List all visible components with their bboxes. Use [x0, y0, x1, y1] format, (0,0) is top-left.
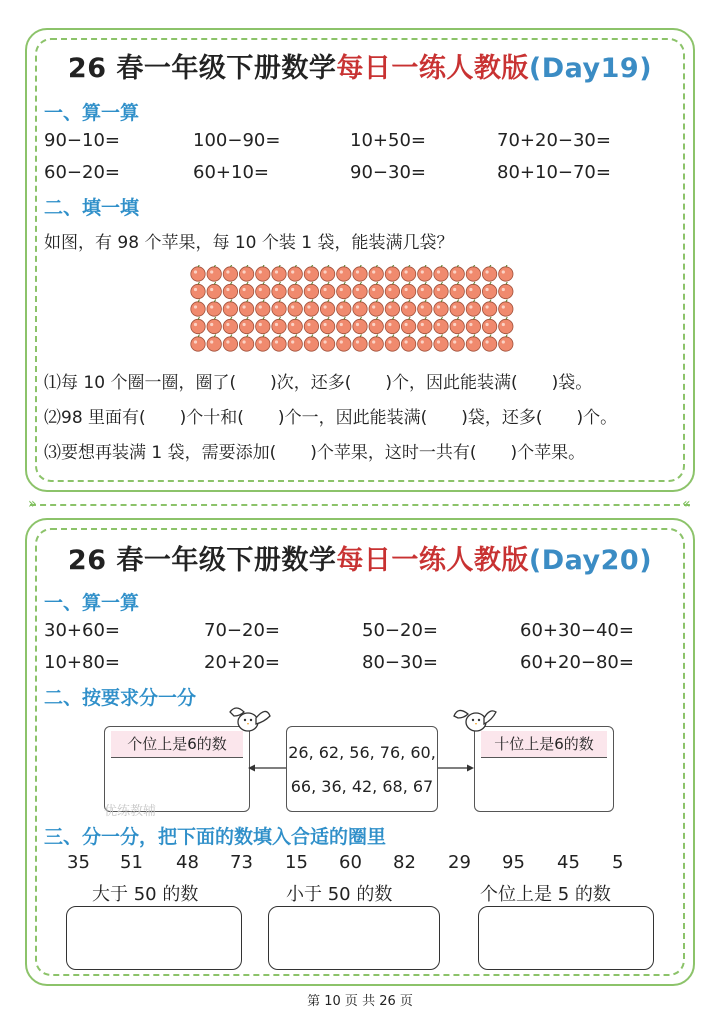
apple-icon [288, 317, 302, 334]
apple-icon [482, 317, 496, 334]
number-set-line-1: 26, 62, 56, 76, 60, [288, 743, 436, 762]
number-item: 29 [448, 852, 471, 873]
equation: 30+60= [44, 620, 120, 641]
apple-icon [482, 282, 496, 299]
equation: 60+30−40= [520, 620, 634, 641]
equation: 10+80= [44, 652, 120, 673]
apple-icon [239, 265, 253, 281]
answer-box-less-50[interactable] [268, 906, 440, 970]
apple-icon [369, 265, 383, 281]
apple-icon [434, 335, 448, 352]
bird-icon [452, 702, 498, 738]
number-set-box [286, 726, 438, 812]
equation: 70−20= [204, 620, 280, 641]
title-grade: 26 春一年级下册数学 [67, 53, 337, 84]
apple-icon [482, 300, 496, 317]
apple-icon [482, 265, 496, 281]
apple-icon [369, 317, 383, 334]
number-item: 45 [557, 852, 580, 873]
apple-icon [207, 265, 221, 281]
section-classify-heading: 三、分一分，把下面的数填入合适的圈里 [44, 826, 387, 848]
apple-icon [320, 317, 334, 334]
number-item: 48 [176, 852, 199, 873]
apple-icon [353, 300, 367, 317]
section-fill-heading: 二、填一填 [44, 197, 140, 219]
section-calc-heading: 一、算一算 [44, 592, 140, 614]
number-item: 95 [502, 852, 525, 873]
apple-icon [288, 300, 302, 317]
apple-icon [337, 335, 351, 352]
equation: 70+20−30= [497, 130, 611, 151]
apple-icon [239, 317, 253, 334]
apple-icon [418, 265, 432, 281]
apple-icon [482, 335, 496, 352]
apple-icon [499, 282, 513, 299]
apple-icon [272, 335, 286, 352]
apple-icon [256, 317, 270, 334]
apple-icon [191, 335, 205, 352]
apple-icon [304, 335, 318, 352]
watermark: 优练教辅 [104, 804, 157, 819]
equation: 80+10−70= [497, 162, 611, 183]
section-calc-heading: 一、算一算 [44, 102, 140, 124]
apple-icon [499, 317, 513, 334]
apple-icon [450, 335, 464, 352]
apple-icon [369, 300, 383, 317]
equation: 60−20= [44, 162, 120, 183]
equation: 100−90= [193, 130, 281, 151]
equation: 90−10= [44, 130, 120, 151]
page-footer: 第 10 页 共 26 页 [307, 994, 413, 1009]
apple-icon [434, 282, 448, 299]
apple-icon [466, 335, 480, 352]
apple-icon [288, 335, 302, 352]
apple-icon [191, 282, 205, 299]
question-text: 如图，有 98 个苹果，每 10 个装 1 袋，能装满几袋？ [44, 233, 454, 253]
apple-icon [385, 335, 399, 352]
apple-icon [191, 317, 205, 334]
ones-digit-6-label: 个位上是6的数 [111, 731, 243, 758]
apple-icon [418, 282, 432, 299]
apple-icon [385, 282, 399, 299]
apple-icon [272, 282, 286, 299]
apple-icon [401, 335, 415, 352]
apple-icon [369, 282, 383, 299]
apple-icon [304, 282, 318, 299]
page-title-day20 [0, 538, 720, 577]
apple-icon [320, 335, 334, 352]
title-day: (Day20) [528, 545, 653, 576]
category-greater-50: 大于 50 的数 [92, 884, 199, 905]
apple-icon [304, 317, 318, 334]
apple-icon [223, 317, 237, 334]
divider-arrow-right-icon: « [682, 496, 691, 512]
equation: 80−30= [362, 652, 438, 673]
number-item: 60 [339, 852, 362, 873]
apple-icon [385, 300, 399, 317]
apple-icon [288, 265, 302, 281]
number-item: 5 [612, 852, 624, 873]
apple-icon [337, 317, 351, 334]
apple-icon [353, 317, 367, 334]
page-title-day19 [0, 46, 720, 85]
number-item: 51 [120, 852, 143, 873]
apple-icon [239, 282, 253, 299]
category-less-50: 小于 50 的数 [286, 884, 393, 905]
arrow-left-icon [248, 762, 288, 774]
divider-arrow-left-icon: » [28, 496, 37, 512]
apple-icon [191, 300, 205, 317]
apple-icon [320, 300, 334, 317]
apple-icon [288, 282, 302, 299]
apple-icon [434, 265, 448, 281]
apple-icon [353, 335, 367, 352]
section-sort-heading: 二、按要求分一分 [44, 687, 197, 709]
title-day: (Day19) [528, 53, 653, 84]
equation: 60+20−80= [520, 652, 634, 673]
apple-icon [223, 300, 237, 317]
apple-icon [207, 282, 221, 299]
bird-icon [226, 702, 272, 738]
category-ones-5: 个位上是 5 的数 [480, 884, 611, 905]
apple-icon [256, 335, 270, 352]
apple-icon [450, 317, 464, 334]
apple-icon [353, 282, 367, 299]
title-series: 每日一练人教版 [336, 53, 529, 84]
number-item: 35 [67, 852, 90, 873]
apple-icon [256, 265, 270, 281]
apple-icon [337, 265, 351, 281]
apple-icon [499, 335, 513, 352]
apple-icon [418, 300, 432, 317]
apple-icon [466, 282, 480, 299]
apple-icon [223, 335, 237, 352]
title-series: 每日一练人教版 [336, 545, 529, 576]
equation: 20+20= [204, 652, 280, 673]
question-part-3: ⑶要想再装满 1 袋，需要添加( )个苹果，这时一共有( )个苹果。 [44, 443, 586, 463]
apple-icon [304, 300, 318, 317]
apple-icon [207, 335, 221, 352]
apple-icon [223, 265, 237, 281]
apple-icon [320, 282, 334, 299]
apple-icon [272, 265, 286, 281]
apple-icon [434, 300, 448, 317]
apple-icon [418, 317, 432, 334]
apple-icon [223, 282, 237, 299]
apple-icon [401, 300, 415, 317]
number-item: 15 [285, 852, 308, 873]
apple-icon [466, 265, 480, 281]
number-item: 73 [230, 852, 253, 873]
apple-icon [353, 265, 367, 281]
equation: 10+50= [350, 130, 426, 151]
question-part-2: ⑵98 里面有( )个十和( )个一，因此能装满( )袋，还多( )个。 [44, 408, 618, 428]
equation: 60+10= [193, 162, 269, 183]
title-grade: 26 春一年级下册数学 [67, 545, 337, 576]
apple-icon [450, 265, 464, 281]
number-set-line-2: 66, 36, 42, 68, 67 [290, 777, 434, 796]
apple-icon [434, 317, 448, 334]
tens-digit-6-label: 十位上是6的数 [481, 731, 607, 758]
apple-grid-illustration [190, 265, 520, 353]
apple-icon [450, 300, 464, 317]
apple-icon [191, 265, 205, 281]
apple-icon [207, 300, 221, 317]
arrow-right-icon [436, 762, 476, 774]
apple-icon [401, 265, 415, 281]
apple-icon [401, 282, 415, 299]
page-divider [30, 504, 690, 506]
apple-icon [239, 335, 253, 352]
apple-icon [418, 335, 432, 352]
equation: 50−20= [362, 620, 438, 641]
apple-icon [304, 265, 318, 281]
apple-icon [272, 317, 286, 334]
apple-icon [256, 300, 270, 317]
apple-icon [337, 282, 351, 299]
tens-digit-6-box[interactable] [474, 726, 614, 812]
apple-icon [320, 265, 334, 281]
apple-icon [239, 300, 253, 317]
answer-box-ones-5[interactable] [478, 906, 654, 970]
apple-icon [385, 265, 399, 281]
apple-icon [256, 282, 270, 299]
apple-icon [466, 300, 480, 317]
apple-icon [499, 265, 513, 281]
apple-icon [450, 282, 464, 299]
apple-icon [385, 317, 399, 334]
apple-icon [401, 317, 415, 334]
equation: 90−30= [350, 162, 426, 183]
number-item: 82 [393, 852, 416, 873]
apple-icon [466, 317, 480, 334]
answer-box-greater-50[interactable] [66, 906, 242, 970]
apple-icon [337, 300, 351, 317]
apple-icon [272, 300, 286, 317]
apple-icon [499, 300, 513, 317]
apple-icon [207, 317, 221, 334]
question-part-1: ⑴每 10 个圈一圈，圈了( )次，还多( )个，因此能装满( )袋。 [44, 373, 593, 393]
apple-icon [369, 335, 383, 352]
